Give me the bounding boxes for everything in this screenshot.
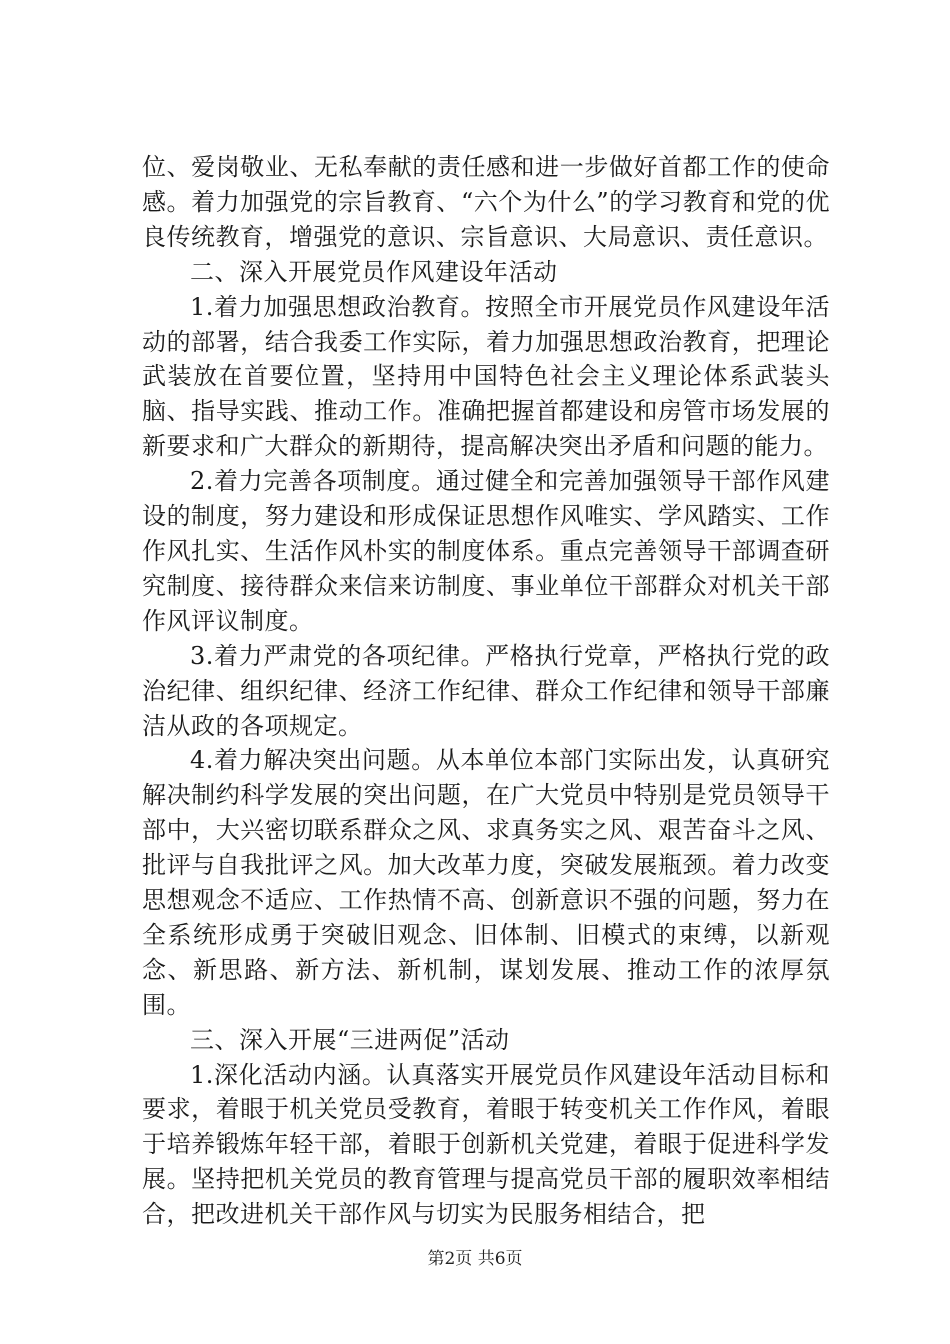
paragraph-2-4: 4.着力解决突出问题。从本单位本部门实际出发，认真研究解决制约科学发展的突出问题，在广大党员中特别是党员领导干部中，大兴密切联系群众之风、求真务实之风、艰苦奋斗之风、批评与自我批评之风。加大改革力度，突破发展瓶颈。着力改变思想观念不适应、工作热情不高、创新意识不强的问题，努力在全系统形成勇于突破旧观念、旧体制、旧模式的束缚，以新观念、新思路、新方法、新机制，谋划发展、推动工作的浓厚氛围。	[142, 746, 830, 1019]
paragraph-2-1: 1.着力加强思想政治教育。按照全市开展党员作风建设年活动的部署，结合我委工作实际，着力加强思想政治教育，把理论武装放在首要位置，坚持用中国特色社会主义理论体系武装头脑、指导实践、推动工作。准确把握首都建设和房管市场发展的新要求和广大群众的新期待，提高解决突出矛盾和问题的能力。	[142, 292, 830, 461]
paragraph-2-2: 2.着力完善各项制度。通过健全和完善加强领导干部作风建设的制度，努力建设和形成保证思想作风唯实、学风踏实、工作作风扎实、生活作风朴实的制度体系。重点完善领导干部调查研究制度、接待群众来信来访制度、事业单位干部群众对机关干部作风评议制度。	[142, 467, 830, 635]
section-heading-2: 二、深入开展党员作风建设年活动	[190, 257, 558, 286]
section-heading-3: 三、深入开展“三进两促”活动	[190, 1025, 510, 1054]
page-number-footer: 第2页 共6页	[427, 1249, 523, 1269]
paragraph-2-3: 3.着力严肃党的各项纪律。严格执行党章，严格执行党的政治纪律、组织纪律、经济工作纪律、群众工作纪律和领导干部廉洁从政的各项规定。	[142, 641, 830, 740]
paragraph-3-1: 1.深化活动内涵。认真落实开展党员作风建设年活动目标和要求，着眼于机关党员受教育，着眼于转变机关工作作风，着眼于培养锻炼年轻干部，着眼于创新机关党建，着眼于促进科学发展。坚持把机关党员的教育管理与提高党员干部的履职效率相结合，把改进机关干部作风与切实为民服务相结合，把	[142, 1060, 830, 1229]
paragraph-continuation: 位、爱岗敬业、无私奉献的责任感和进一步做好首都工作的使命感。着力加强党的宗旨教育、“六个为什么”的学习教育和党的优良传统教育，增强党的意识、宗旨意识、大局意识、责任意识。	[142, 153, 830, 251]
document-body	[142, 150, 830, 1232]
